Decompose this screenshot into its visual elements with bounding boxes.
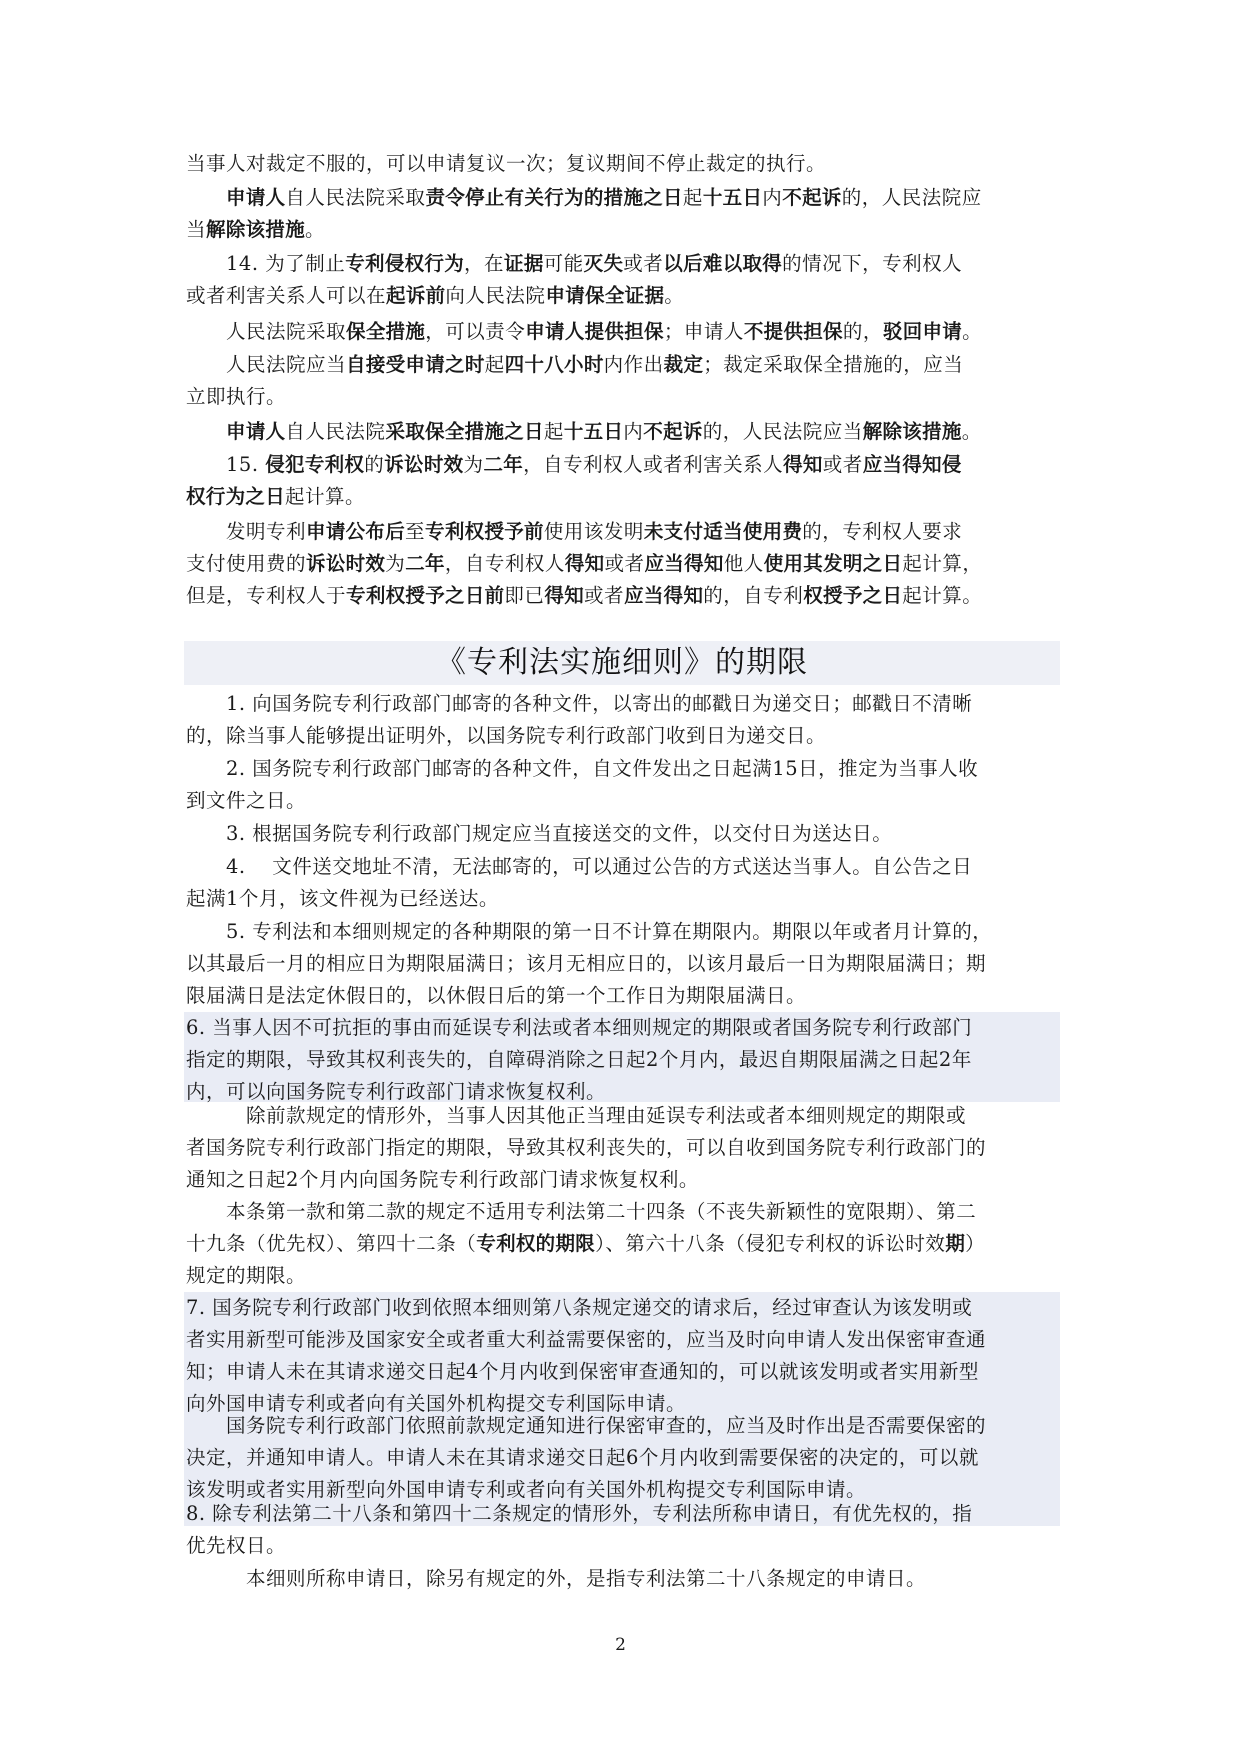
- text-run: 6. 当事人因不可抗拒的事由而延误专利法或者本细则规定的期限或者国务院专利行政部门: [186, 1016, 973, 1039]
- text-run: 或者: [623, 252, 664, 275]
- paragraph: [186, 349, 1058, 413]
- text-run: [186, 420, 226, 443]
- bold-run: 责令停止有关行为的措施之日: [425, 186, 683, 209]
- text-run: 当: [186, 218, 207, 241]
- text-line: [186, 148, 1058, 180]
- bold-run: 起诉前: [386, 284, 446, 307]
- paragraph: [186, 1292, 1058, 1420]
- bold-run: 未支付适当使用费: [643, 520, 803, 543]
- text-run: 起满1个月，该文件视为已经送达。: [186, 887, 499, 910]
- text-line: [186, 948, 1058, 980]
- text-run: 或者: [604, 552, 645, 575]
- text-line: [186, 1442, 1058, 1474]
- text-run: 可能: [543, 252, 584, 275]
- text-run: 3. 根据国务院专利行政部门规定应当直接送交的文件，以交付日为送达日。: [186, 822, 893, 845]
- bold-run: 应当得知: [624, 584, 704, 607]
- paragraph: [186, 1498, 1058, 1562]
- text-run: 内: [623, 420, 644, 443]
- text-run: 。: [961, 420, 982, 443]
- text-line: [186, 280, 1058, 312]
- paragraph: [186, 753, 1058, 817]
- bold-run: 不起诉: [782, 186, 842, 209]
- text-run: 的，自专利: [703, 584, 804, 607]
- text-run: 为: [385, 552, 406, 575]
- bold-run: 专利权授予之日前: [346, 584, 505, 607]
- text-line: [186, 916, 1058, 948]
- text-run: 起计算。: [902, 584, 983, 607]
- text-line: [186, 818, 1058, 850]
- paragraph: [186, 248, 1058, 312]
- text-run: 7. 国务院专利行政部门收到依照本细则第八条规定递交的请求后，经过审查认为该发明或: [186, 1296, 973, 1319]
- text-run: 他人: [723, 552, 764, 575]
- text-run: 但是，专利权人于: [186, 584, 347, 607]
- text-run: 。: [305, 218, 326, 241]
- bold-run: 申请人提供担保: [525, 320, 664, 343]
- text-run: ）: [965, 1232, 986, 1255]
- text-run: ；裁定采取保全措施的，应当: [703, 353, 964, 376]
- bold-run: 不提供担保: [743, 320, 843, 343]
- text-run: 为: [463, 453, 484, 476]
- text-line: [186, 1164, 1058, 1196]
- bold-run: 申请人: [226, 186, 286, 209]
- text-run: 知；申请人未在其请求递交日起4个月内收到保密审查通知的，可以就该发明或者实用新型: [186, 1360, 979, 1383]
- text-line: [186, 449, 1058, 481]
- text-line: [186, 1132, 1058, 1164]
- bold-run: 得知: [783, 453, 823, 476]
- text-run: 起计算。: [285, 485, 366, 508]
- bold-run: 专利权授予前: [425, 520, 544, 543]
- text-line: [186, 1356, 1058, 1388]
- text-run: 决定，并通知申请人。申请人未在其请求递交日起6个月内收到需要保密的决定的，可以就: [186, 1446, 979, 1469]
- text-run: 即已: [504, 584, 545, 607]
- text-run: 的情况下，专利权人: [782, 252, 963, 275]
- text-run: 国务院专利行政部门依照前款规定通知进行保密审查的，应当及时作出是否需要保密的: [186, 1414, 987, 1437]
- text-run: 支付使用费的: [186, 552, 307, 575]
- text-run: 起: [484, 353, 505, 376]
- text-run: 该发明或者实用新型向外国申请专利或者向有关国外机构提交专利国际申请。: [186, 1478, 867, 1501]
- bold-run: 专利权的期限: [476, 1232, 596, 1255]
- text-line: [186, 1563, 1058, 1595]
- text-run: 的，人民法院应: [841, 186, 982, 209]
- text-run: 限届满日是法定休假日的，以休假日后的第一个工作日为期限届满日。: [186, 984, 807, 1007]
- text-line: [186, 1260, 1058, 1292]
- text-run: 8. 除专利法第二十八条和第四十二条规定的情形外，专利法所称申请日，有优先权的，指: [186, 1502, 973, 1525]
- text-line: [186, 720, 1058, 752]
- text-line: [186, 1324, 1058, 1356]
- bold-run: 得知: [564, 552, 605, 575]
- bold-run: 证据: [504, 252, 544, 275]
- text-run: 自人民法院采取: [285, 186, 426, 209]
- bold-run: 二年: [483, 453, 524, 476]
- page-number: 2: [615, 1635, 626, 1655]
- text-run: 优先权日。: [186, 1534, 287, 1557]
- bold-run: 四十八小时: [504, 353, 604, 376]
- bold-run: 驳回申请: [882, 320, 963, 343]
- text-run: 者国务院专利行政部门指定的期限，导致其权利丧失的，可以自收到国务院专利行政部门的: [186, 1136, 987, 1159]
- text-run: ，自专利权人: [444, 552, 565, 575]
- text-run: 自人民法院: [285, 420, 386, 443]
- text-run: ，可以责令: [425, 320, 526, 343]
- text-run: 人民法院应当: [186, 353, 347, 376]
- text-line: [186, 1292, 1058, 1324]
- text-line: [186, 753, 1058, 785]
- paragraph: [186, 1563, 1058, 1595]
- text-run: 内，可以向国务院专利行政部门请求恢复权利。: [186, 1080, 607, 1103]
- bold-run: 专利侵权行为: [345, 252, 465, 275]
- bold-run: 灭失: [583, 252, 624, 275]
- text-run: 。: [962, 320, 983, 343]
- text-run: 内作出: [603, 353, 664, 376]
- text-line: [186, 416, 1058, 448]
- paragraph: [186, 1012, 1058, 1108]
- text-line: [186, 1498, 1058, 1530]
- bold-run: 侵犯专利权: [265, 453, 365, 476]
- text-run: 内: [762, 186, 783, 209]
- text-run: 或者: [584, 584, 625, 607]
- text-run: 2. 国务院专利行政部门邮寄的各种文件，自文件发出之日起满15日，推定为当事人收: [186, 757, 979, 780]
- bold-run: 使用其发明之日: [763, 552, 903, 575]
- paragraph: [186, 851, 1058, 915]
- bold-run: 裁定: [663, 353, 704, 376]
- paragraph: [186, 449, 1058, 513]
- text-run: 15.: [186, 453, 266, 476]
- paragraph: [186, 516, 1058, 612]
- text-line: [186, 1228, 1058, 1260]
- text-line: [186, 214, 1058, 246]
- text-run: 14. 为了制止: [186, 252, 346, 275]
- text-line: [186, 1100, 1058, 1132]
- bold-run: 应当得知: [644, 552, 724, 575]
- text-run: 。: [664, 284, 685, 307]
- text-run: 向人民法院: [445, 284, 546, 307]
- text-run: 起: [543, 420, 564, 443]
- text-run: 人民法院采取: [186, 320, 347, 343]
- text-run: 5. 专利法和本细则规定的各种期限的第一日不计算在期限内。期限以年或者月计算的，: [186, 920, 993, 943]
- bold-run: 权行为之日: [186, 485, 286, 508]
- text-line: [186, 548, 1058, 580]
- text-line: [186, 1196, 1058, 1228]
- bold-run: 应当得知侵: [862, 453, 962, 476]
- text-run: 或者: [822, 453, 863, 476]
- text-run: 者实用新型可能涉及国家安全或者重大利益需要保密的，应当及时向申请人发出保密审查通: [186, 1328, 987, 1351]
- text-run: 或者利害关系人可以在: [186, 284, 387, 307]
- paragraph: [186, 688, 1058, 752]
- text-line: [186, 349, 1058, 381]
- bold-run: 诉讼时效: [306, 552, 386, 575]
- text-run: 1. 向国务院专利行政部门邮寄的各种文件，以寄出的邮戳日为递交日；邮戳日不清晰: [186, 692, 973, 715]
- bold-run: 诉讼时效: [384, 453, 464, 476]
- text-run: ，自专利权人或者利害关系人: [523, 453, 784, 476]
- text-run: 立即执行。: [186, 385, 287, 408]
- bold-run: 申请人: [226, 420, 286, 443]
- text-run: 起: [682, 186, 703, 209]
- paragraph: [186, 1196, 1058, 1292]
- paragraph: [186, 1100, 1058, 1196]
- bold-run: 得知: [544, 584, 585, 607]
- text-run: 本条第一款和第二款的规定不适用专利法第二十四条（不丧失新颖性的宽限期）、第二: [186, 1200, 977, 1223]
- bold-run: 申请公布后: [306, 520, 406, 543]
- text-run: 4. 文件送交地址不清，无法邮寄的，可以通过公告的方式送达当事人。自公告之日: [186, 855, 973, 878]
- section-title: 《专利法实施细则》的期限: [184, 641, 1060, 685]
- text-run: 的，专利权人要求: [802, 520, 963, 543]
- text-run: 本细则所称申请日，除另有规定的外，是指专利法第二十八条规定的申请日。: [186, 1567, 927, 1590]
- text-line: [186, 1530, 1058, 1562]
- text-run: ）、第六十八条（侵犯专利权的诉讼时效: [595, 1232, 946, 1255]
- text-run: 的，: [842, 320, 883, 343]
- text-run: 的，除当事人能够提出证明外，以国务院专利行政部门收到日为递交日。: [186, 724, 827, 747]
- bold-run: 解除该措施: [206, 218, 306, 241]
- bold-run: 十五日: [702, 186, 763, 209]
- text-line: [186, 1012, 1058, 1044]
- text-run: 起计算，: [902, 552, 983, 575]
- paragraph: [186, 316, 1058, 348]
- bold-run: 申请保全证据: [545, 284, 665, 307]
- text-run: 发明专利: [186, 520, 307, 543]
- text-line: [186, 883, 1058, 915]
- text-run: 除前款规定的情形外，当事人因其他正当理由延误专利法或者本细则规定的期限或: [186, 1104, 967, 1127]
- text-run: 当事人对裁定不服的，可以申请复议一次；复议期间不停止裁定的执行。: [186, 152, 827, 175]
- bold-run: 二年: [405, 552, 445, 575]
- text-line: [186, 481, 1058, 513]
- text-run: 至: [405, 520, 426, 543]
- paragraph: [186, 416, 1058, 448]
- bold-run: 采取保全措施之日: [385, 420, 544, 443]
- text-run: 以其最后一月的相应日为期限届满日；该月无相应日的，以该月最后一日为期限届满日；期: [186, 952, 987, 975]
- bold-run: 权授予之日: [803, 584, 903, 607]
- text-line: [186, 516, 1058, 548]
- text-line: [186, 980, 1058, 1012]
- bold-run: 解除该措施: [862, 420, 962, 443]
- bold-run: 保全措施: [346, 320, 426, 343]
- paragraph: [186, 148, 1058, 180]
- paragraph: [186, 1410, 1058, 1506]
- paragraph: [186, 916, 1058, 1012]
- text-run: 指定的期限，导致其权利丧失的，自障碍消除之日起2个月内，最迟自期限届满之日起2年: [186, 1048, 972, 1071]
- text-run: 使用该发明: [543, 520, 644, 543]
- text-line: [186, 580, 1058, 612]
- bold-run: 以后难以取得: [663, 252, 783, 275]
- paragraph: [186, 182, 1058, 246]
- text-line: [186, 851, 1058, 883]
- text-line: [186, 1044, 1058, 1076]
- paragraph: [186, 818, 1058, 850]
- text-run: 到文件之日。: [186, 789, 307, 812]
- text-run: 的，人民法院应当: [702, 420, 863, 443]
- text-line: [186, 381, 1058, 413]
- text-line: [186, 785, 1058, 817]
- bold-run: 期: [945, 1232, 966, 1255]
- text-run: 规定的期限。: [186, 1264, 307, 1287]
- text-line: [186, 316, 1058, 348]
- text-run: 向外国申请专利或者向有关国外机构提交专利国际申请。: [186, 1392, 687, 1415]
- text-line: [186, 688, 1058, 720]
- text-run: 通知之日起2个月内向国务院专利行政部门请求恢复权利。: [186, 1168, 699, 1191]
- text-run: 的: [364, 453, 385, 476]
- text-run: [186, 186, 226, 209]
- bold-run: 十五日: [563, 420, 624, 443]
- text-line: [186, 1410, 1058, 1442]
- text-line: [186, 182, 1058, 214]
- bold-run: 自接受申请之时: [346, 353, 485, 376]
- text-run: 十九条（优先权）、第四十二条（: [186, 1232, 477, 1255]
- text-run: ，在: [464, 252, 505, 275]
- text-line: [186, 248, 1058, 280]
- bold-run: 不起诉: [643, 420, 703, 443]
- text-run: ；申请人: [663, 320, 744, 343]
